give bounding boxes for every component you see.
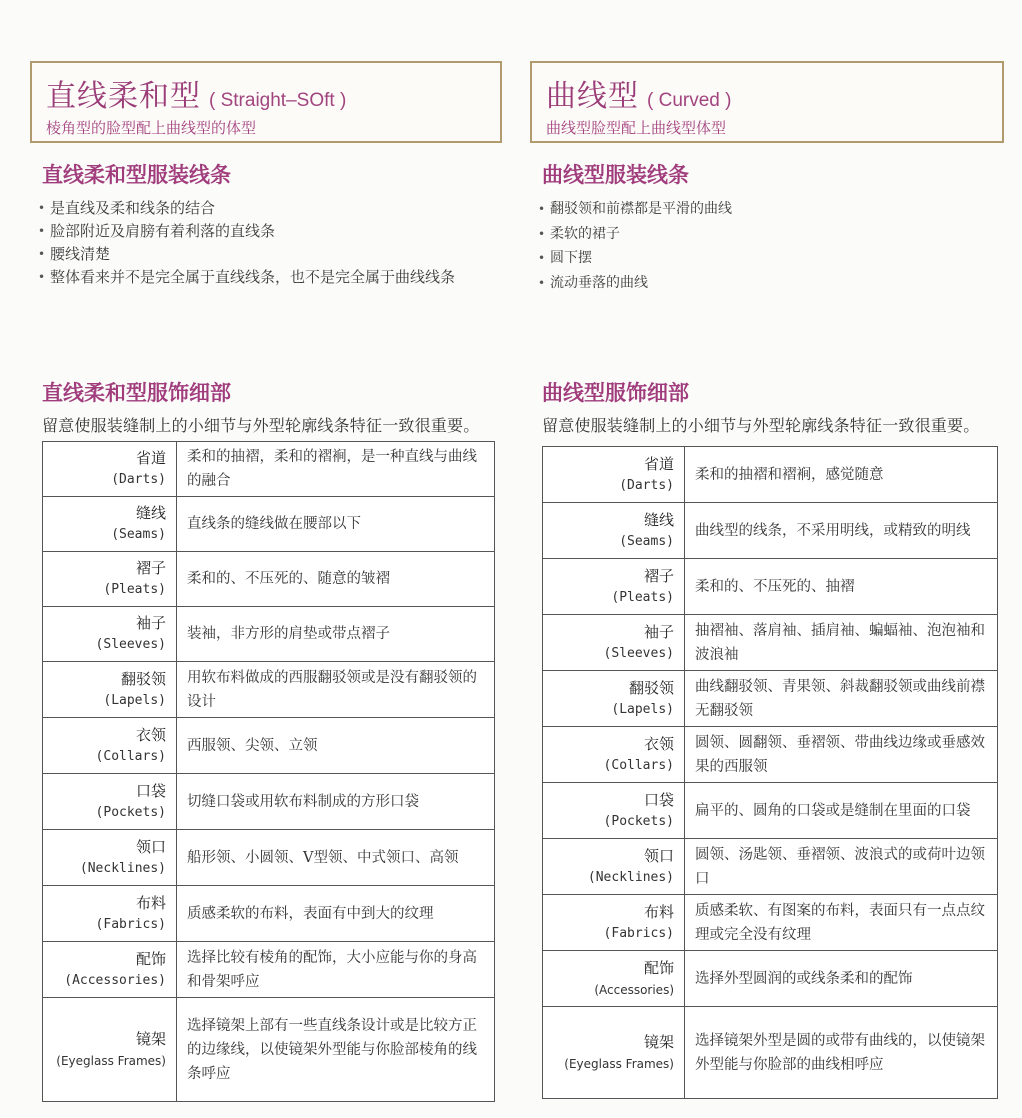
detail-label-zh: 省道 [135, 449, 166, 467]
detail-label-en: (Lapels) [611, 701, 674, 717]
detail-label-zh: 袖子 [135, 614, 166, 632]
detail-label-zh: 袖子 [643, 622, 674, 641]
detail-label-zh: 翻驳领 [120, 669, 166, 688]
detail-label-en: (Fabrics) [603, 925, 674, 941]
table-row [543, 447, 998, 503]
detail-description: 质感柔软的布料，表面有中到大的纹理 [177, 886, 495, 942]
straight-soft-details-note: 留意使服装缝制上的小细节与外型轮廓线条特征一致很重要。 [42, 416, 480, 435]
table-row [43, 442, 495, 497]
table-row [543, 615, 998, 671]
detail-label-en: (Pleats) [611, 589, 674, 605]
list-item: • 是直线及柔和线条的结合 [38, 197, 502, 220]
detail-label-en: (Seams) [111, 527, 166, 542]
detail-label-zh: 布料 [643, 902, 674, 921]
detail-description: 用软布料做成的西服翻驳领或是没有翻驳领的设计 [177, 662, 495, 718]
list-item: • 脸部附近及肩膀有着利落的直线条 [38, 220, 502, 243]
detail-label-en: (Sleeves) [603, 645, 674, 661]
curved-lines-list [538, 197, 1004, 295]
straight-soft-title: 直线柔和型 [46, 79, 201, 114]
detail-description: 切缝口袋或用软布料制成的方形口袋 [177, 774, 495, 830]
table-row [43, 998, 495, 1102]
table-row [543, 783, 998, 839]
detail-label-en: (Accessories) [594, 982, 674, 997]
curved-title-box [530, 61, 1004, 143]
list-item: • 翻驳领和前襟都是平滑的曲线 [538, 197, 1004, 222]
detail-label-zh: 领口 [135, 837, 166, 856]
detail-description: 柔和的、不压死的、抽褶 [685, 559, 998, 615]
table-row [43, 497, 495, 552]
detail-label-en: (Pockets) [95, 804, 166, 820]
detail-label-zh: 衣领 [135, 725, 166, 744]
table-row [543, 895, 998, 951]
table-row [543, 503, 998, 559]
detail-label-en: (Accessories) [64, 972, 166, 988]
straight-soft-title-en: ( Straight–SOft ) [209, 90, 347, 111]
detail-description: 柔和的、不压死的、随意的皱褶 [177, 552, 495, 607]
detail-description: 选择比较有棱角的配饰，大小应能与你的身高和骨架呼应 [177, 942, 495, 998]
table-row [43, 886, 495, 942]
detail-label-zh: 口袋 [135, 781, 166, 800]
curved-column [530, 61, 1004, 1073]
detail-label-en: (Collars) [95, 748, 166, 764]
detail-description: 曲线型的线条，不采用明线，或精致的明线 [685, 503, 998, 559]
detail-label-zh: 褶子 [135, 559, 166, 577]
table-row [43, 774, 495, 830]
table-row [543, 951, 998, 1007]
curved-lines-heading: 曲线型服装线条 [542, 163, 689, 187]
straight-soft-lines-heading: 直线柔和型服装线条 [42, 163, 231, 187]
straight-soft-details-heading: 直线柔和型服饰细部 [42, 381, 231, 405]
detail-label-zh: 缝线 [135, 504, 166, 522]
detail-description: 装袖，非方形的肩垫或带点褶子 [177, 607, 495, 662]
detail-description: 抽褶袖、落肩袖、插肩袖、蝙蝠袖、泡泡袖和波浪袖 [685, 615, 998, 671]
table-row [543, 839, 998, 895]
table-row [43, 830, 495, 886]
list-item: • 流动垂落的曲线 [538, 271, 1004, 296]
detail-label-zh: 翻驳领 [628, 678, 674, 697]
detail-label-zh: 衣领 [643, 734, 674, 753]
detail-description: 选择镜架外型是圆的或带有曲线的，以使镜架外型能与你脸部的曲线相呼应 [685, 1007, 998, 1099]
table-row [43, 552, 495, 607]
detail-description: 圆领、汤匙领、垂褶领、波浪式的或荷叶边领口 [685, 839, 998, 895]
curved-title: 曲线型 [546, 79, 639, 114]
straight-soft-details-table [42, 441, 495, 1102]
curved-title-en: ( Curved ) [647, 90, 732, 111]
detail-label-zh: 布料 [135, 893, 166, 912]
detail-label-en: (Seams) [619, 533, 674, 549]
detail-label-zh: 省道 [643, 454, 674, 473]
detail-label-zh: 镜架 [643, 1032, 674, 1051]
curved-subtitle: 曲线型脸型配上曲线型体型 [546, 119, 727, 137]
detail-label-en: (Fabrics) [95, 916, 166, 932]
detail-label-en: (Lapels) [103, 692, 166, 708]
detail-label-zh: 配饰 [135, 949, 166, 968]
detail-label-en: (Necklines) [587, 869, 674, 885]
curved-details-note: 留意使服装缝制上的小细节与外型轮廓线条特征一致很重要。 [542, 416, 980, 435]
detail-description: 圆领、圆翻领、垂褶领、带曲线边缘或垂感效果的西服领 [685, 727, 998, 783]
detail-description: 扁平的、圆角的口袋或是缝制在里面的口袋 [685, 783, 998, 839]
table-row [43, 942, 495, 998]
detail-label-en: (Darts) [111, 472, 166, 487]
detail-label-zh: 缝线 [643, 510, 674, 529]
detail-label-en: (Collars) [603, 757, 674, 773]
detail-description: 选择镜架上部有一些直线条设计或是比较方正的边缘线，以使镜架外型能与你脸部棱角的线条呼应 [177, 998, 495, 1102]
detail-description: 船形领、小圆领、V型领、中式领口、高领 [177, 830, 495, 886]
detail-label-en: (Darts) [619, 477, 674, 493]
table-row [543, 671, 998, 727]
list-item: • 腰线清楚 [38, 243, 502, 266]
straight-soft-lines-list [38, 197, 502, 289]
detail-label-en: (Pockets) [603, 813, 674, 829]
detail-description: 柔和的抽褶，柔和的褶裥，是一种直线与曲线的融合 [177, 442, 495, 497]
detail-label-en: (Necklines) [79, 860, 166, 876]
straight-soft-subtitle: 棱角型的脸型配上曲线型的体型 [46, 119, 257, 137]
detail-description: 西服领、尖领、立领 [177, 718, 495, 774]
detail-label-zh: 口袋 [643, 790, 674, 809]
list-item: • 整体看来并不是完全属于直线线条，也不是完全属于曲线线条 [38, 266, 490, 289]
detail-label-en: (Eyeglass Frames) [56, 1053, 166, 1068]
table-row [43, 662, 495, 718]
table-row [43, 607, 495, 662]
curved-details-table [542, 446, 998, 1099]
table-row [543, 1007, 998, 1099]
detail-description: 曲线翻驳领、青果领、斜裁翻驳领或曲线前襟无翻驳领 [685, 671, 998, 727]
table-row [543, 727, 998, 783]
detail-label-zh: 镜架 [135, 1029, 166, 1048]
detail-label-en: (Sleeves) [95, 637, 166, 652]
detail-description: 质感柔软、有图案的布料，表面只有一点点纹理或完全没有纹理 [685, 895, 998, 951]
table-row [43, 718, 495, 774]
detail-label-zh: 配饰 [643, 958, 674, 977]
detail-description: 直线条的缝线做在腰部以下 [177, 497, 495, 552]
detail-label-zh: 褶子 [643, 566, 674, 585]
straight-soft-column [30, 61, 502, 1082]
detail-label-en: (Eyeglass Frames) [564, 1056, 674, 1071]
detail-description: 柔和的抽褶和褶裥，感觉随意 [685, 447, 998, 503]
table-row [543, 559, 998, 615]
list-item: • 柔软的裙子 [538, 222, 1004, 247]
curved-details-heading: 曲线型服饰细部 [542, 381, 689, 405]
detail-label-zh: 领口 [643, 846, 674, 865]
detail-description: 选择外型圆润的或线条柔和的配饰 [685, 951, 998, 1007]
detail-label-en: (Pleats) [103, 582, 166, 597]
list-item: • 圆下摆 [538, 246, 1004, 271]
straight-soft-title-box [30, 61, 502, 143]
